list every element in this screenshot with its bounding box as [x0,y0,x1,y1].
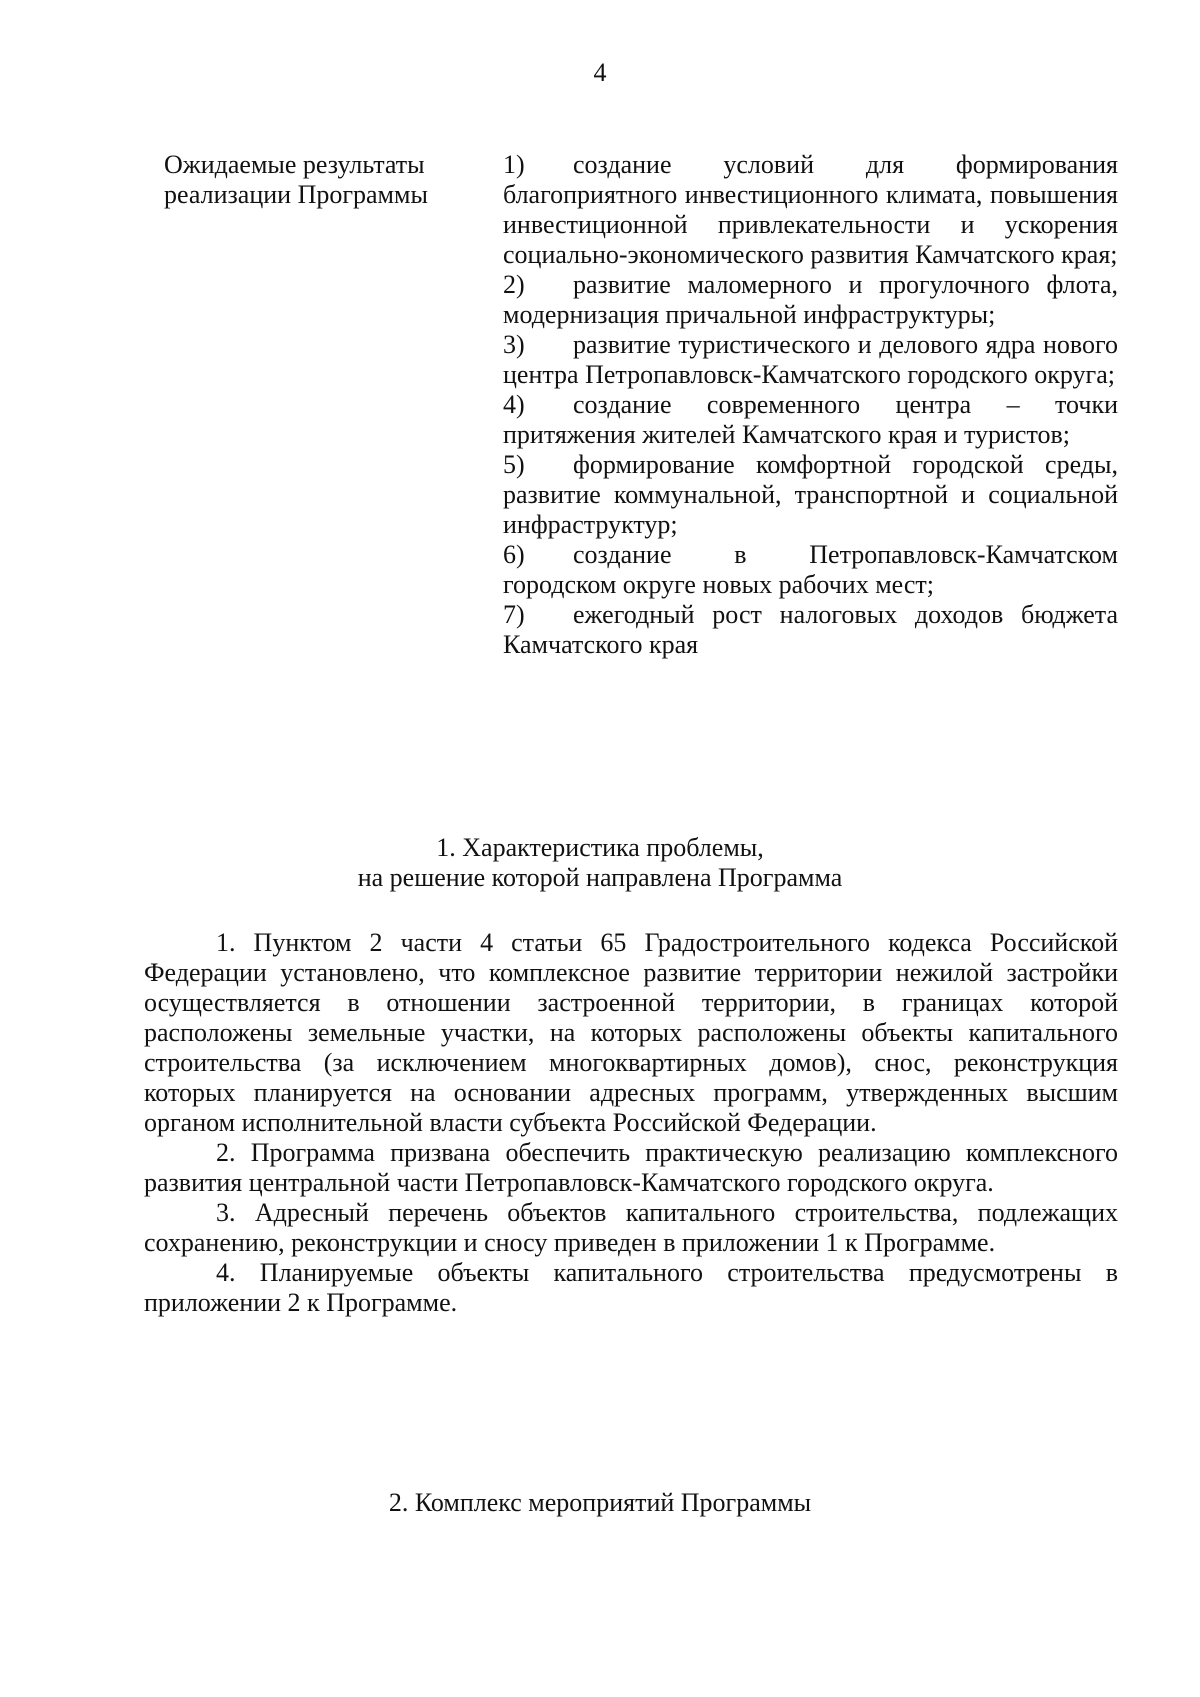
expected-results-list [503,150,1118,660]
result-item-number: 4) [503,390,525,419]
result-item-number: 2) [503,270,525,299]
paragraph: 2. Программа призвана обеспечить практическую реализацию комплексного развития центральной части Петропавловск-Камчатского городского округа. [144,1138,1118,1197]
section-1-heading [0,833,1200,893]
page-number: 4 [593,58,607,87]
result-item-text: ежегодный рост налоговых доходов бюджета Камчатского края [503,600,1118,659]
section-1-title-line-2: на решение которой направлена Программа [357,863,843,892]
section-1-title-line-1: 1. Характеристика проблемы, [436,833,764,862]
paragraph: 4. Планируемые объекты капитального строительства предусмотрены в приложении 2 к Программе. [144,1258,1118,1317]
result-item-number: 1) [503,150,525,179]
result-item [503,150,1118,270]
result-item [503,270,1118,330]
section-2-heading: 2. Комплекс мероприятий Программы [388,1488,812,1517]
result-item-text: создание условий для формирования благоприятного инвестиционного климата, повышения инвестиционной привлекательности и ускорения социально-экономического развития Камчатского края; [503,150,1118,269]
paragraph: 1. Пунктом 2 части 4 статьи 65 Градостроительного кодекса Российской Федерации установлено, что комплексное развитие территории нежилой застройки осуществляется в отношении застроенной территории, в границах которой расположены земельные участки, на которых расположены объекты капитального строительства (за исключением многоквартирных домов), снос, реконструкция которых планируется на основании адресных программ, утвержденных высшим органом исполнительной власти субъекта Российской Федерации. [144,928,1118,1137]
result-item [503,390,1118,450]
paragraph: 3. Адресный перечень объектов капитального строительства, подлежащих сохранению, реконструкции и сносу приведен в приложении 1 к Программе. [144,1198,1118,1257]
result-item-text: развитие туристического и делового ядра нового центра Петропавловск-Камчатского городского округа; [503,330,1118,389]
result-item-number: 6) [503,540,525,569]
result-item-text: создание современного центра – точки притяжения жителей Камчатского края и туристов; [503,390,1118,449]
result-item-text: формирование комфортной городской среды, развитие коммунальной, транспортной и социальной инфраструктур; [503,450,1118,539]
result-item [503,450,1118,540]
result-item [503,600,1118,660]
result-item [503,540,1118,600]
expected-results-label: Ожидаемые результаты реализации Программы [164,150,428,209]
section-1-body [144,928,1118,1318]
result-item [503,330,1118,390]
result-item-number: 3) [503,330,525,359]
result-item-number: 5) [503,450,525,479]
result-item-number: 7) [503,600,525,629]
result-item-text: создание в Петропавловск-Камчатском городском округе новых рабочих мест; [503,540,1118,599]
result-item-text: развитие маломерного и прогулочного флота, модернизация причальной инфраструктуры; [503,270,1118,329]
